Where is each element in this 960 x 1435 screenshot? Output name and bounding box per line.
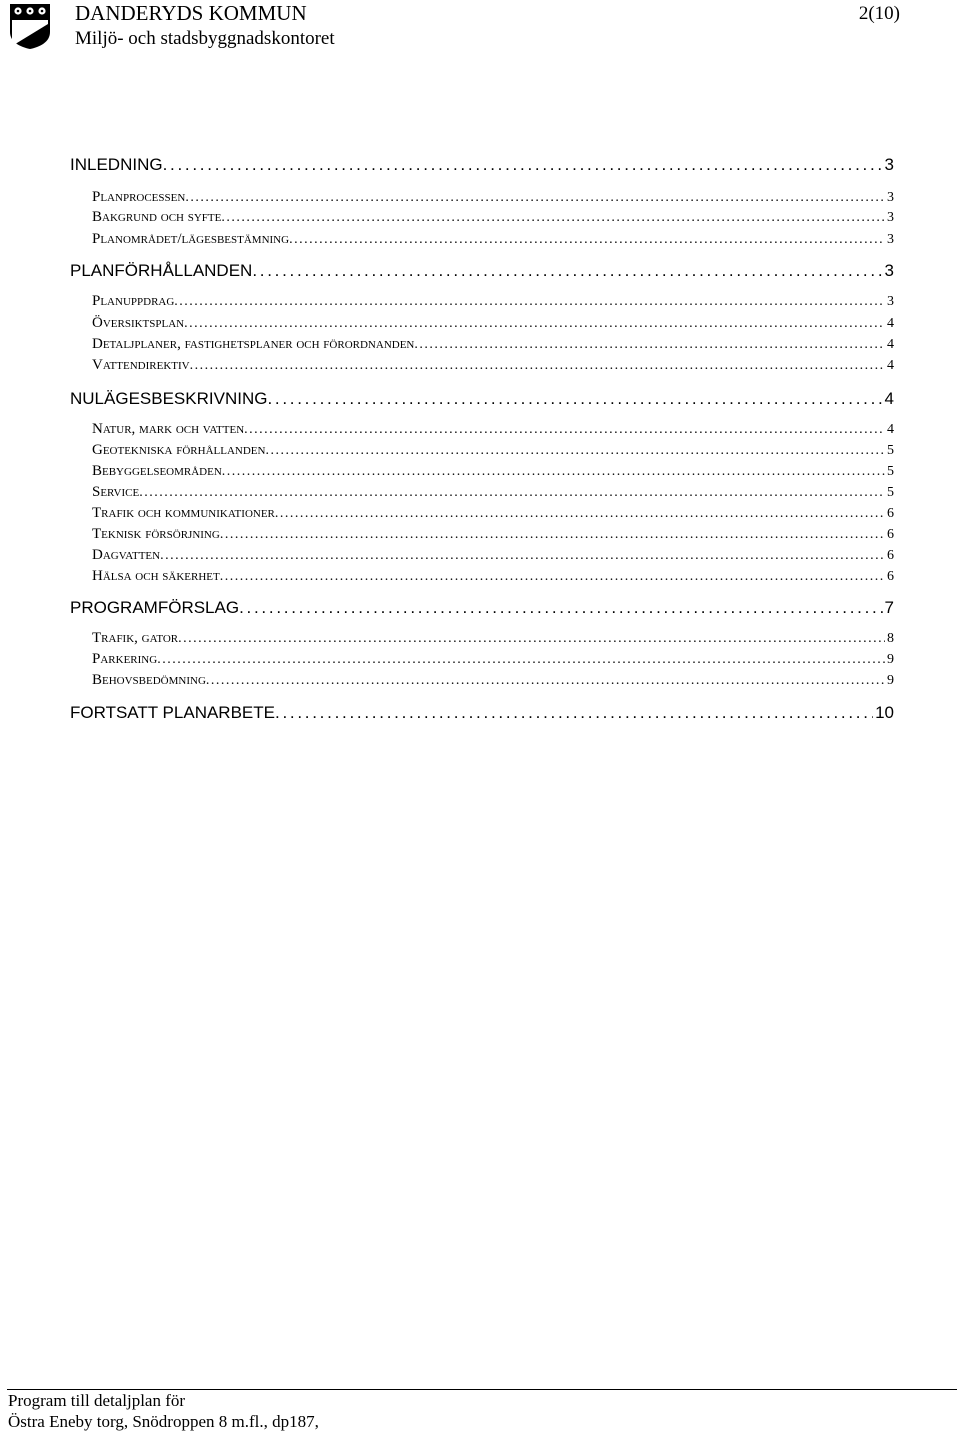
toc-dot-leader xyxy=(222,464,885,480)
toc-subentry[interactable] xyxy=(92,630,894,647)
toc-page-number: 3 xyxy=(884,155,894,174)
toc-subentry[interactable] xyxy=(92,421,894,438)
toc-dot-leader xyxy=(289,232,885,248)
toc-dot-leader xyxy=(163,155,883,175)
toc-entry-label: Natur, mark och vatten xyxy=(92,421,245,437)
toc-page-number: 9 xyxy=(887,652,894,667)
toc-subentry[interactable] xyxy=(92,293,894,310)
toc-page-number: 4 xyxy=(884,389,894,408)
toc-dot-leader xyxy=(275,506,885,522)
toc-entry-label: Bebyggelseområden xyxy=(92,463,222,479)
toc-subentry[interactable] xyxy=(92,651,894,668)
toc-page-number: 3 xyxy=(887,294,894,309)
toc-subentry[interactable] xyxy=(92,672,894,689)
toc-dot-leader xyxy=(239,598,882,618)
toc-dot-leader xyxy=(185,190,885,206)
toc-page-number: 3 xyxy=(887,232,894,247)
organization-name: DANDERYDS KOMMUN xyxy=(75,1,307,25)
toc-page-number: 6 xyxy=(887,548,894,563)
toc-entry-label: Dagvatten xyxy=(92,547,161,563)
toc-page-number: 4 xyxy=(887,422,894,437)
toc-subentry[interactable] xyxy=(92,547,894,564)
toc-page-number: 8 xyxy=(887,631,894,646)
toc-dot-leader xyxy=(139,485,885,501)
toc-dot-leader xyxy=(414,337,885,353)
page-number: 2(10) xyxy=(858,3,900,24)
toc-entry-label: Service xyxy=(92,484,140,500)
toc-dot-leader xyxy=(221,210,885,226)
toc-entry-label: Översiktsplan xyxy=(92,315,185,331)
toc-heading-entry[interactable] xyxy=(70,703,894,723)
toc-page-number: 4 xyxy=(887,337,894,352)
toc-dot-leader xyxy=(174,294,885,310)
toc-page-number: 10 xyxy=(875,703,894,722)
toc-page-number: 3 xyxy=(887,210,894,225)
toc-subentry[interactable] xyxy=(92,189,894,206)
toc-heading-entry[interactable] xyxy=(70,389,894,409)
coat-of-arms-icon xyxy=(8,2,52,50)
toc-entry-label: PROGRAMFÖRSLAG xyxy=(70,598,240,617)
toc-page-number: 5 xyxy=(887,485,894,500)
toc-subentry[interactable] xyxy=(92,336,894,353)
toc-subentry[interactable] xyxy=(92,505,894,522)
toc-dot-leader xyxy=(157,652,885,668)
toc-entry-label: Trafik och kommunikationer xyxy=(92,505,275,521)
toc-page-number: 3 xyxy=(887,190,894,205)
toc-entry-label: Planuppdrag xyxy=(92,293,175,309)
toc-subentry[interactable] xyxy=(92,209,894,226)
toc-dot-leader xyxy=(265,443,885,459)
page-header xyxy=(0,0,960,60)
footer-document-title: Program till detaljplan för xyxy=(8,1391,186,1410)
toc-entry-label: Teknisk försörjning xyxy=(92,526,220,542)
toc-page-number: 6 xyxy=(887,527,894,542)
toc-dot-leader xyxy=(220,569,885,585)
toc-subentry[interactable] xyxy=(92,484,894,501)
toc-entry-label: PLANFÖRHÅLLANDEN xyxy=(70,261,253,280)
toc-entry-label: FORTSATT PLANARBETE xyxy=(70,703,275,722)
toc-dot-leader xyxy=(190,358,885,374)
toc-page-number: 4 xyxy=(887,316,894,331)
toc-entry-label: Behovsbedömning xyxy=(92,672,206,688)
toc-entry-label: Geotekniska förhållanden xyxy=(92,442,266,458)
toc-entry-label: Trafik, gator xyxy=(92,630,179,646)
toc-dot-leader xyxy=(178,631,885,647)
toc-page-number: 5 xyxy=(887,464,894,479)
footer-divider xyxy=(7,1389,957,1390)
toc-dot-leader xyxy=(160,548,885,564)
toc-entry-label: Vattendirektiv xyxy=(92,357,190,373)
toc-dot-leader xyxy=(206,673,885,689)
toc-heading-entry[interactable] xyxy=(70,155,894,175)
toc-heading-entry[interactable] xyxy=(70,261,894,281)
toc-page-number: 6 xyxy=(887,569,894,584)
toc-page-number: 9 xyxy=(887,673,894,688)
toc-entry-label: Bakgrund och syfte xyxy=(92,209,222,225)
toc-dot-leader xyxy=(275,703,873,723)
toc-page-number: 7 xyxy=(884,598,894,617)
toc-entry-label: Parkering xyxy=(92,651,158,667)
toc-entry-label: Planprocessen xyxy=(92,189,186,205)
toc-page-number: 3 xyxy=(884,261,894,280)
toc-dot-leader xyxy=(184,316,885,332)
toc-dot-leader xyxy=(220,527,885,543)
toc-entry-label: Detaljplaner, fastighetsplaner och förordnanden xyxy=(92,336,415,352)
toc-entry-label: Planområdet/lägesbestämning xyxy=(92,231,290,247)
toc-dot-leader xyxy=(267,389,882,409)
toc-subentry[interactable] xyxy=(92,231,894,248)
toc-entry-label: Hälsa och säkerhet xyxy=(92,568,220,584)
footer-plan-name: Östra Eneby torg, Snödroppen 8 m.fl., dp187, xyxy=(8,1412,319,1431)
toc-subentry[interactable] xyxy=(92,315,894,332)
toc-dot-leader xyxy=(252,261,882,281)
toc-page-number: 6 xyxy=(887,506,894,521)
department-name: Miljö- och stadsbyggnadskontoret xyxy=(75,28,335,49)
toc-dot-leader xyxy=(244,422,885,438)
toc-subentry[interactable] xyxy=(92,568,894,585)
toc-subentry[interactable] xyxy=(92,357,894,374)
toc-subentry[interactable] xyxy=(92,463,894,480)
toc-entry-label: NULÄGESBESKRIVNING xyxy=(70,389,268,408)
toc-heading-entry[interactable] xyxy=(70,598,894,618)
toc-subentry[interactable] xyxy=(92,442,894,459)
toc-entry-label: INLEDNING xyxy=(70,155,163,174)
toc-page-number: 5 xyxy=(887,443,894,458)
toc-subentry[interactable] xyxy=(92,526,894,543)
toc-page-number: 4 xyxy=(887,358,894,373)
